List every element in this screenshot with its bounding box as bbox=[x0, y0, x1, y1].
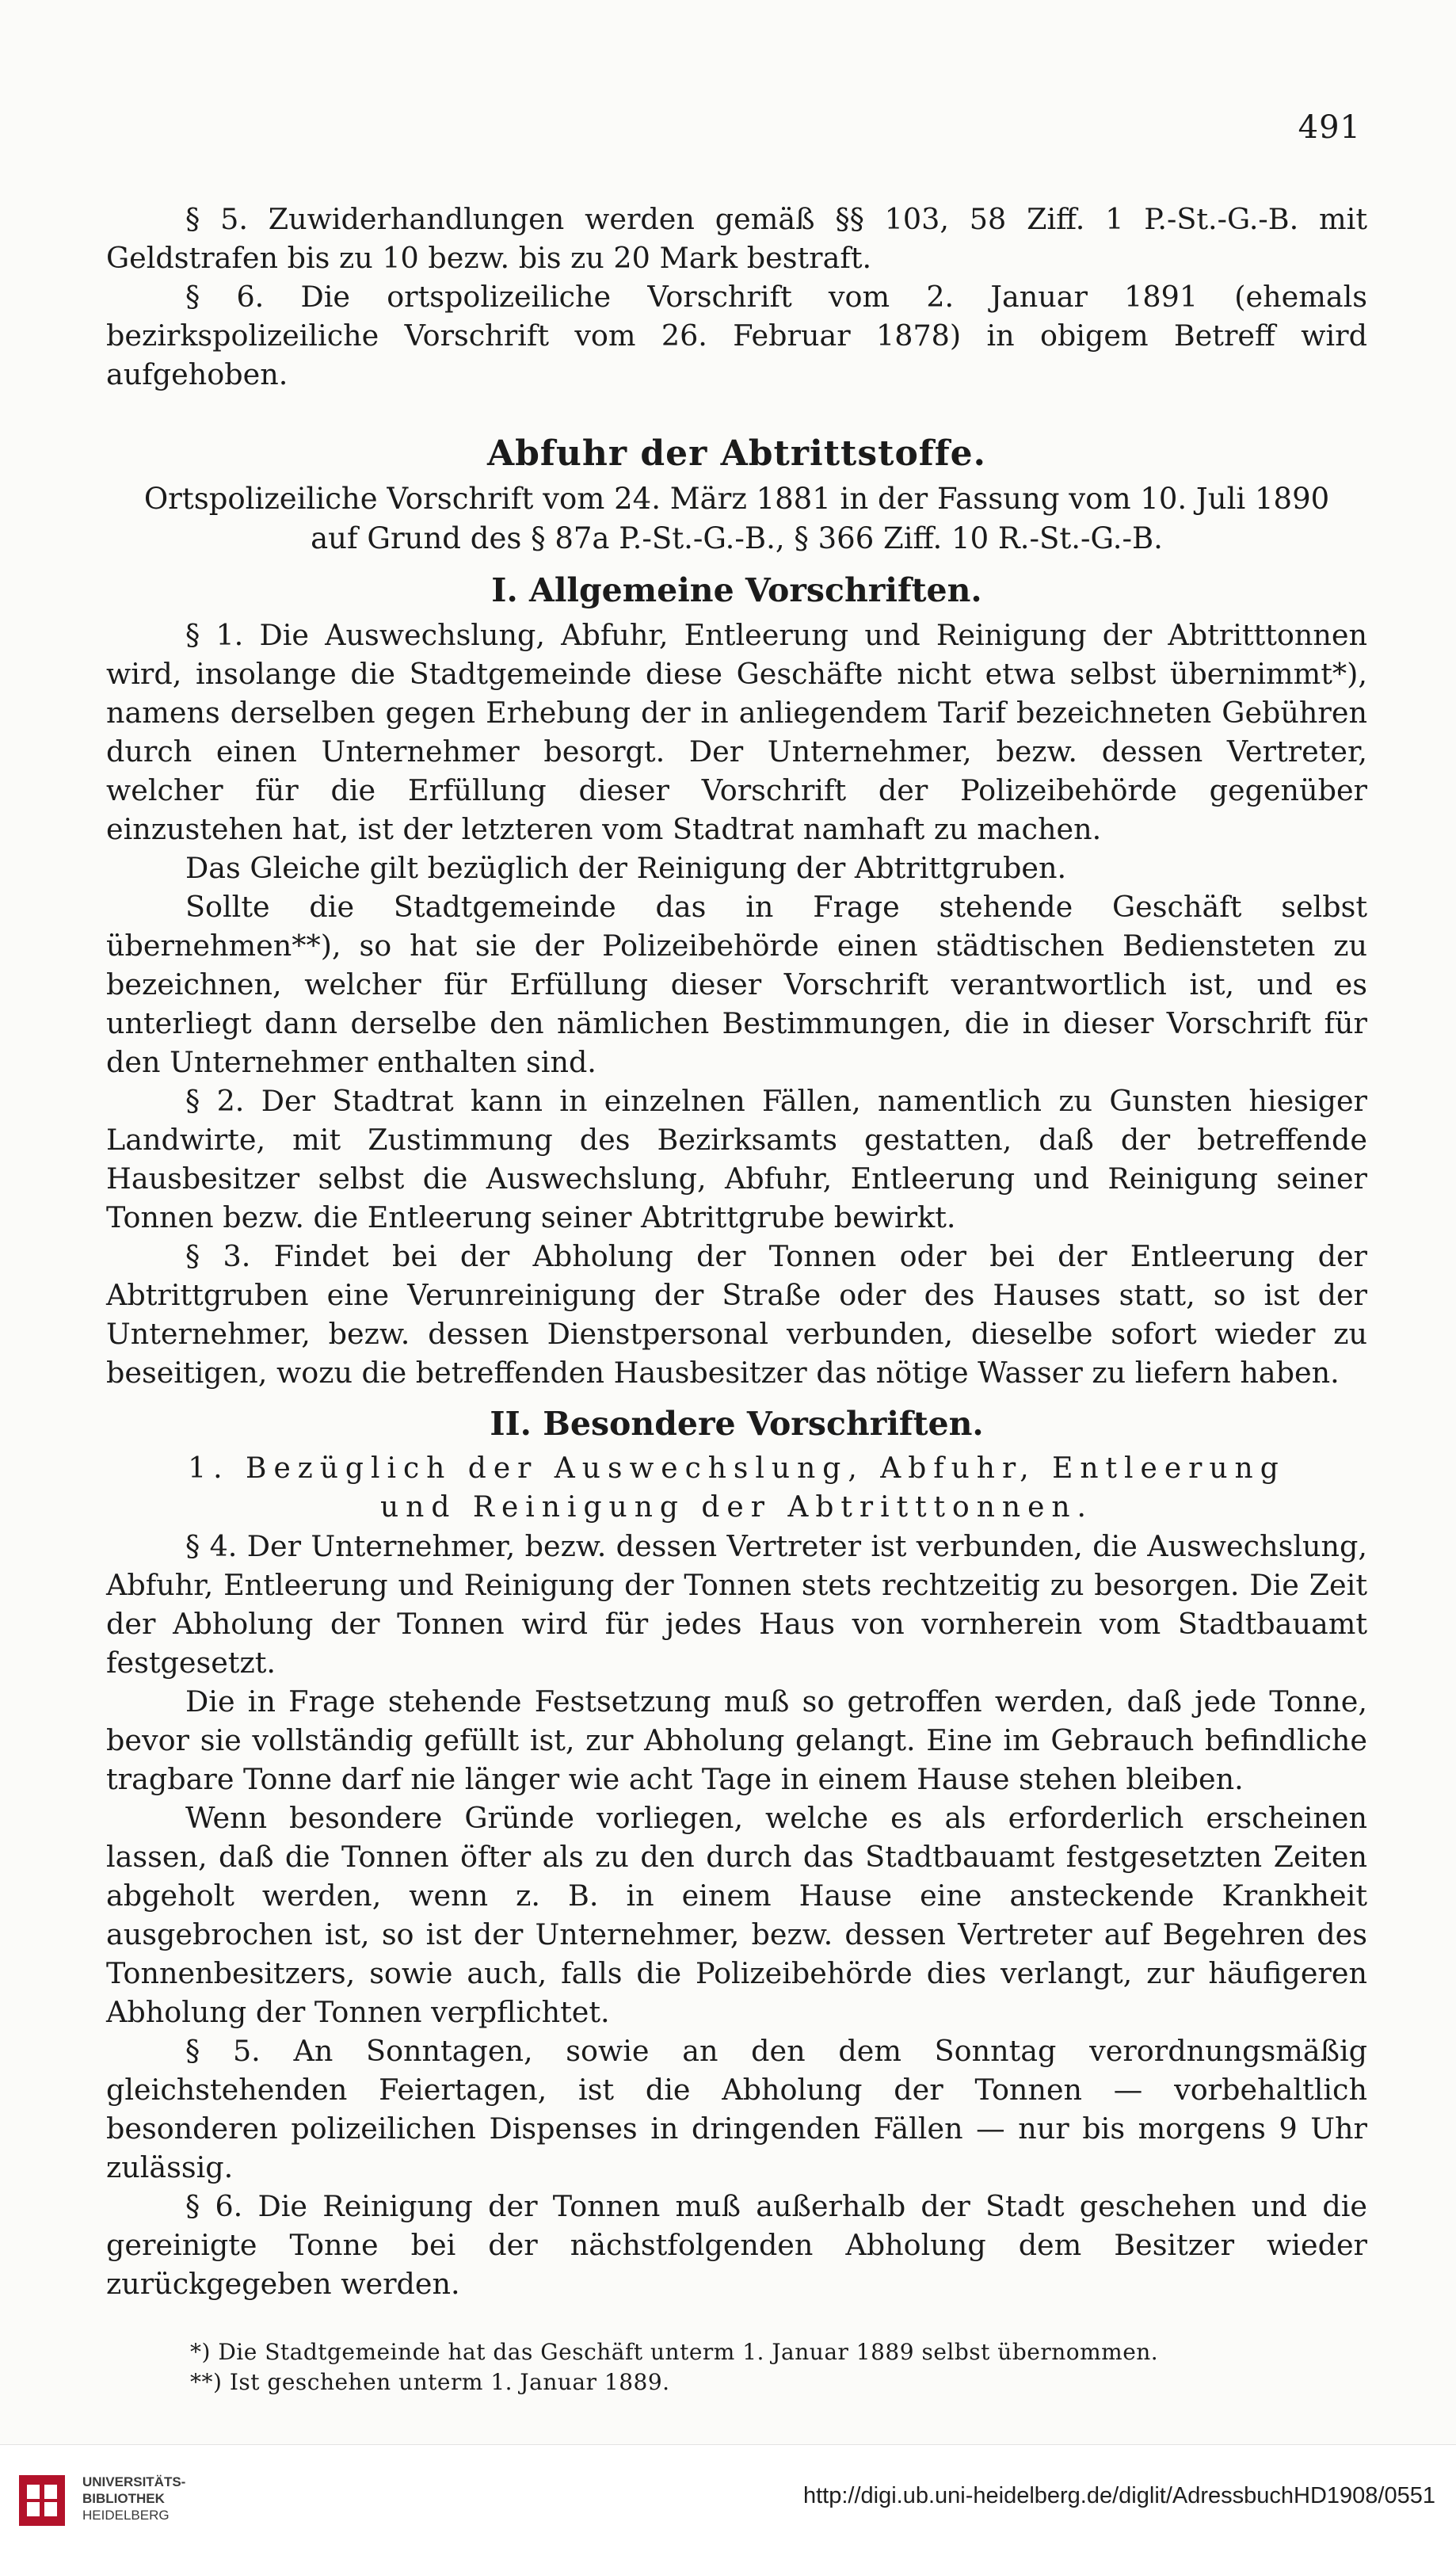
paragraph-s1-1: § 1. Die Auswechslung, Abfuhr, Entleerung und Reinigung der Abtritttonnen wird, insolange die Stadtgemeinde diese Geschäfte nicht etwa selbst übernimmt*), namens derselben gegen Erhebung der in anliegendem Tarif bezeichneten Gebühren durch einen Unternehmer besorgt. Der Unternehmer, bezw. dessen Vertreter, welcher für die Erfüllung dieser Vorschrift der Polizeibehörde gegenüber einzustehen hat, ist der letzteren vom Stadtrat namhaft zu machen. bbox=[106, 618, 1367, 846]
paragraph-s4-3: Wenn besondere Gründe vorliegen, welche es als erforderlich erscheinen lassen, daß die Tonnen öfter als zu den durch das Stadtbauamt festgesetzten Zeiten abgeholt werden, wenn z. B. in einem Hause eine ansteckende Krankheit ausgebrochen ist, so ist der Unternehmer, bezw. dessen Vertreter auf Begehren des Tonnenbesitzers, sowie auch, falls die Polizeibehörde dies verlangt, zur häufigeren Abholung der Tonnen verpflichtet. bbox=[106, 1801, 1367, 2029]
logo-line-1: UNIVERSITÄTS- bbox=[82, 2474, 186, 2489]
footnotes bbox=[190, 2337, 1339, 2398]
logo-line-2: BIBLIOTHEK bbox=[82, 2491, 165, 2506]
paragraph-s1-3: Sollte die Stadtgemeinde das in Frage stehende Geschäft selbst übernehmen**), so hat sie der Polizeibehörde einen städtischen Bediensteten zu bezeichnen, welcher für Erfüllung dieser Vorschrift verantwortlich ist, und es unterliegt dann derselbe den nämlichen Bestimmungen, die in dieser Vorschrift für den Unternehmer enthalten sind. bbox=[106, 890, 1367, 1079]
paragraph-s4-1: § 4. Der Unternehmer, bezw. dessen Vertreter ist verbunden, die Auswechslung, Abfuhr, Entleerung und Reinigung der Tonnen stets rechtzeitig zu besorgen. Die Zeit der Abholung der Tonnen wird für jedes Haus von vornherein vom Stadtbauamt festgesetzt. bbox=[106, 1529, 1367, 1680]
library-logo-text bbox=[82, 2474, 185, 2523]
paragraph-s5: § 5. An Sonntagen, sowie an den dem Sonntag verordnungsmäßig gleichstehenden Feiertagen, ist die Abholung der Tonnen — vorbehaltlich besonderen polizeilichen Dispenses in dringenden Fällen — nur bis morgens 9 Uhr zulässig. bbox=[106, 2034, 1367, 2184]
source-url-link[interactable]: http://digi.ub.uni-heidelberg.de/diglit/AdressbuchHD1908/0551 bbox=[802, 2483, 1435, 2508]
paragraph-s1-2: Das Gleiche gilt bezüglich der Reinigung der Abtrittgruben. bbox=[185, 851, 1067, 885]
footnote-1: *) Die Stadtgemeinde hat das Geschäft unterm 1. Januar 1889 selbst übernommen. bbox=[190, 2339, 1159, 2365]
document-subtitle-line-2: auf Grund des § 87a P.-St.-G.-B., § 366 Ziff. 10 R.-St.-G.-B. bbox=[311, 521, 1163, 555]
paragraph-p5: § 5. Zuwiderhandlungen werden gemäß §§ 103, 58 Ziff. 1 P.-St.-G.-B. mit Geldstrafen bis zu 10 bezw. bis zu 20 Mark bestraft. bbox=[106, 202, 1367, 275]
logo-line-3: HEIDELBERG bbox=[82, 2508, 170, 2523]
library-logo-icon bbox=[16, 2469, 73, 2532]
subsection-heading-line-1: 1. Bezüglich der Auswechslung, Abfuhr, Entleerung bbox=[188, 1452, 1286, 1485]
page-number: 491 bbox=[1298, 109, 1361, 146]
library-logo[interactable] bbox=[16, 2469, 317, 2532]
paragraph-s2: § 2. Der Stadtrat kann in einzelnen Fällen, namentlich zu Gunsten hiesiger Landwirte, mit Zustimmung des Bezirksamts gestatten, daß der betreffende Hausbesitzer selbst die Auswechslung, Abfuhr, Entleerung und Reinigung seiner Tonnen bezw. die Entleerung seiner Abtrittgrube bewirkt. bbox=[106, 1084, 1367, 1234]
section-heading-special: II. Besondere Vorschriften. bbox=[490, 1405, 984, 1443]
document-subtitle-line-1: Ortspolizeiliche Vorschrift vom 24. März 1881 in der Fassung vom 10. Juli 1890 bbox=[143, 482, 1330, 516]
paragraph-s4-2: Die in Frage stehende Festsetzung muß so getroffen werden, daß jede Tonne, bevor sie vollständig gefüllt ist, zur Abholung gelangt. Eine im Gebrauch befindliche tragbare Tonne darf nie länger wie acht Tage in einem Hause stehen bleiben. bbox=[106, 1684, 1367, 1796]
paragraph-p6: § 6. Die ortspolizeiliche Vorschrift vom 2. Januar 1891 (ehemals bezirkspolizeiliche Vorschrift vom 26. Februar 1878) in obigem Betreff wird aufgehoben. bbox=[106, 280, 1367, 391]
paragraph-s6: § 6. Die Reinigung der Tonnen muß außerhalb der Stadt geschehen und die gereinigte Tonne bei der nächstfolgenden Abholung dem Besitzer wieder zurückgegeben werden. bbox=[106, 2189, 1367, 2301]
page-body bbox=[106, 200, 1367, 2303]
paragraph-s3: § 3. Findet bei der Abholung der Tonnen oder bei der Entleerung der Abtrittgruben eine Verunreinigung der Straße oder des Hauses statt, so ist der Unternehmer, bezw. dessen Dienstpersonal verbunden, dieselbe sofort wieder zu beseitigen, wozu die betreffenden Hausbesitzer das nötige Wasser zu liefern haben. bbox=[106, 1239, 1367, 1390]
subsection-heading-line-2: und Reinigung der Abtritttonnen. bbox=[380, 1491, 1093, 1524]
section-heading-general: I. Allgemeine Vorschriften. bbox=[491, 571, 982, 609]
footer-bar bbox=[0, 2444, 1456, 2552]
footnote-2: **) Ist geschehen unterm 1. Januar 1889. bbox=[190, 2369, 670, 2395]
document-title: Abfuhr der Abtrittstoffe. bbox=[487, 433, 986, 474]
